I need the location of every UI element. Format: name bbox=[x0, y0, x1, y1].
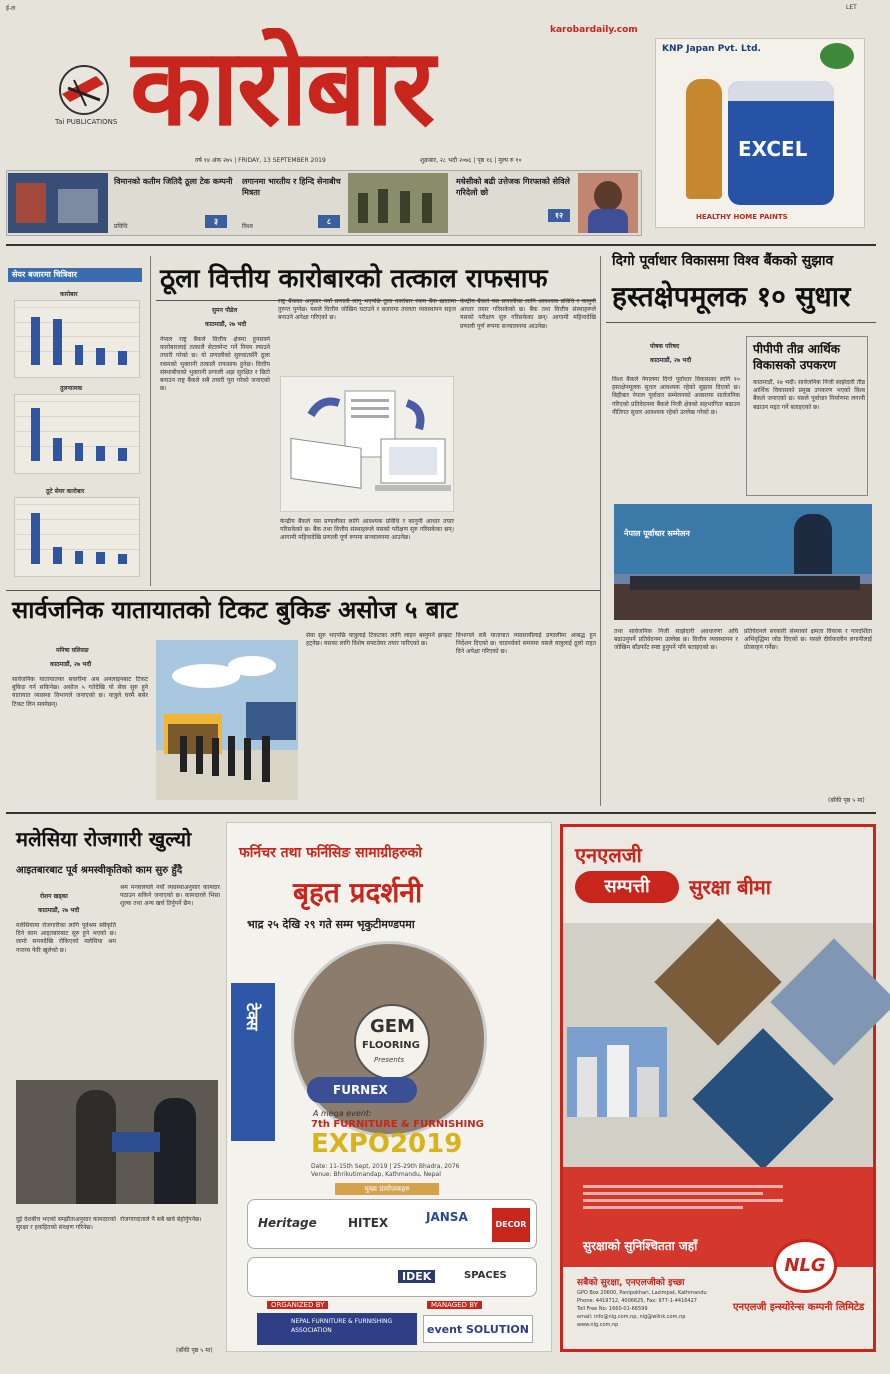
paint-bucket bbox=[728, 81, 834, 205]
lead-dateline: काठमाडौं, २७ भदौ bbox=[205, 321, 247, 328]
teaser-2-headline[interactable]: लगानमा भारतीय र हिन्दि सेनाबीच मित्रता bbox=[242, 177, 341, 197]
sponsor-decor: DECOR bbox=[492, 1208, 530, 1242]
collage-tile-warehouse bbox=[654, 918, 781, 1045]
insurance-ad[interactable] bbox=[560, 824, 876, 1352]
ad-tagline: HEALTHY HOME PAINTS bbox=[696, 213, 788, 221]
chart-bar bbox=[75, 345, 84, 365]
teaser-3-headline[interactable]: मधेसीको बढी उत्तेजक गिरफ्तको सेविले गरिदेलो छो bbox=[456, 177, 570, 197]
insurance-address: GPO Box 20600, Panipokhari, Lazimpat, Kathmandu bbox=[577, 1290, 707, 1296]
chart-bar bbox=[53, 438, 62, 461]
ppp-headline[interactable]: पीपीपी तीव्र आर्थिक विकासको उपकरण bbox=[753, 342, 841, 372]
right-lower-col-1: तथा सार्वजनिक निजी साझेदारी अवधारणा अघि बढाउनुपर्ने प्रतिवेदनमा उल्लेख छ। वित्तीय व्यवस्थापन र जोखिम बाँडफाँट स्पष्ट हुनुपर्ने पनि बताइएको छ। bbox=[614, 628, 738, 652]
teaser-1-headline[interactable]: विमानको कतीम जितिदै ठूला टेक कम्पनी bbox=[114, 177, 233, 186]
malaysia-dateline: काठमाडौं, २७ भदौ bbox=[38, 907, 80, 914]
chart-bar bbox=[96, 552, 105, 564]
insurance-brand: एनएलजी bbox=[575, 843, 642, 867]
sponsor-idek: IDEK bbox=[398, 1270, 435, 1283]
chart-3-title: ठूटे सेयर कारोबार bbox=[46, 488, 85, 495]
chart-bar bbox=[53, 319, 62, 365]
teaser-photo-3 bbox=[578, 173, 638, 233]
malaysia-col-1: मलेसियामा रोजगारीका लागि पूर्वश्रम स्वीकृति दिने काम आइतबारबाट सुरु हुने भएको छ। लामो समयदेखि रोकिएको मलेसिया श्रम गन्तव्य फेरि खुलेको छ। bbox=[16, 922, 116, 954]
chart-bar bbox=[96, 446, 105, 461]
website-link[interactable]: karobardaily.com bbox=[550, 25, 638, 35]
collage-tile-city bbox=[567, 1027, 667, 1117]
expo-title: बृहत प्रदर्शनी bbox=[293, 876, 423, 909]
rule bbox=[6, 590, 600, 591]
insurance-email[interactable]: email: info@nlg.com.np, nlg@wlink.com.np bbox=[577, 1314, 686, 1320]
masthead-title: कारोबार bbox=[130, 28, 434, 149]
presents-label: Presents bbox=[374, 1056, 405, 1064]
teaser-photo-2 bbox=[348, 173, 448, 233]
expo-date-en: Date: 11-15th Sept, 2019 | 25-29th Bhadra, 2076 bbox=[311, 1163, 460, 1170]
masthead-right-info: शुक्रबार, २८ भदौ २०७६ | पृष्ठ १६ | मूल्य रु १० bbox=[420, 157, 522, 164]
chart-gridline bbox=[15, 401, 139, 402]
right-headline[interactable]: हस्तक्षेपमूलक १० सुधार bbox=[612, 280, 851, 313]
date-line: वर्ष १४ अंक २७५ | FRIDAY, 13 SEPTEMBER 2019 bbox=[195, 157, 326, 164]
insurance-promise: सुरक्षाको सुनिश्चितता जहाँ bbox=[583, 1239, 698, 1253]
knp-paint-ad[interactable] bbox=[655, 38, 865, 228]
chart-bar bbox=[75, 443, 84, 461]
insurance-red-text bbox=[583, 1181, 783, 1231]
ad-company: KNP Japan Pvt. Ltd. bbox=[662, 44, 761, 54]
lead-col-2b: केन्द्रीय बैंकले यस प्रणालीका लागि आवश्यक प्रविधि र कानुनी आधार तयार गरिसकेको छ। बैंक तथा वित्तीय संस्थाहरूले यसको परीक्षण सुरु गरिसकेका छन्। आगामी महिनादेखि प्रणाली पूर्ण रूपमा सञ्चालनमा आउनेछ। bbox=[280, 518, 454, 542]
ticket-headline[interactable]: सार्वजनिक यातायातको टिकट बुकिङ असोज ५ बाट bbox=[12, 596, 458, 624]
ticket-dateline: काठमाडौं, २७ भदौ bbox=[50, 661, 92, 668]
teaser-photo-1 bbox=[8, 173, 108, 233]
right-lower-col-2: प्रतिवेदनले सरकारी संस्थाको क्षमता विकास र पारदर्शिता अभिवृद्धिमा जोड दिएको छ। यसले दीर्घकालीन लगानीलाई प्रोत्साहन गर्नेछ। bbox=[744, 628, 872, 652]
expo-dates: भाद्र २५ देखि २९ गते सम्म भृकुटीमण्डपमा bbox=[247, 918, 415, 931]
ad-badge-icon bbox=[820, 43, 854, 69]
expo-top-line: फर्निचर तथा फर्निसिङ सामाग्रीहरुको bbox=[239, 845, 422, 861]
insurance-phone: Phone: 4419712, 4006625, Fax: 977-1-4416427 bbox=[577, 1298, 697, 1304]
co-sponsor-row bbox=[247, 1257, 537, 1297]
chart-bar bbox=[53, 547, 62, 564]
expo-ad[interactable] bbox=[226, 822, 552, 1352]
malaysia-byline: रोशन खड्का bbox=[40, 893, 68, 900]
expo-side-banner bbox=[231, 983, 275, 1141]
market-chart-1 bbox=[14, 300, 140, 378]
section-divider bbox=[6, 244, 876, 246]
insurance-collage bbox=[563, 923, 873, 1193]
expo-event-name: 7th FURNITURE & FURNISHING bbox=[311, 1119, 484, 1130]
lead-col-2: राष्ट्र बैंकका अनुसार नयाँ प्रणाली लागू भएपछि ठूला कारोबार रकम बैंक खातामा तुरुन्त पुग्नेछ। यसले वित्तीय जोखिम घटाउने र बजारमा तरलता व्यवस्थापन सहज बनाउने अपेक्षा गरिएको छ। bbox=[278, 298, 456, 322]
teaser-3-page: १२ bbox=[548, 209, 570, 222]
section-divider bbox=[6, 812, 876, 814]
ticket-byline: मनिषा घलिसङ bbox=[56, 647, 89, 654]
publisher-logo-icon bbox=[56, 62, 112, 116]
insurance-tagline: सबैको सुरक्षा, एनएलजीको इच्छा bbox=[577, 1278, 685, 1288]
chart-2-title: तुलनात्मक bbox=[60, 385, 83, 392]
expo-collage bbox=[291, 941, 487, 1137]
teaser-1-section: प्रविधि bbox=[114, 223, 128, 230]
sponsor-heritage: Heritage bbox=[258, 1216, 317, 1230]
lead-col-3: केन्द्रीय बैंकले यस प्रणालीका लागि आवश्यक प्रविधि र कानुनी आधार तयार गरिसकेको छ। बैंक तथा वित्तीय संस्थाहरूले यसको परीक्षण सुरु गरिसकेका छन्। आगामी महिनादेखि प्रणाली पूर्ण रूपमा सञ्चालनमा आउनेछ। bbox=[460, 298, 596, 330]
flooring-label: FLOORING bbox=[362, 1040, 420, 1051]
teaser-1-page: ३ bbox=[205, 215, 227, 228]
chart-bar bbox=[75, 551, 84, 564]
expo-2019: EXPO2019 bbox=[311, 1129, 463, 1159]
furnex-badge bbox=[307, 1077, 417, 1103]
lead-byline: सुमन पौडेल bbox=[212, 307, 238, 314]
photo-caption: नेपाल पूर्वाधार सम्मेलन bbox=[624, 529, 690, 538]
right-body-1: विश्व बैंकले नेपालमा दिगो पूर्वाधार विकासका लागि १० हस्तक्षेपमूलक सुधार आवश्यक रहेको सुझाव दिएको छ। बिहीबार नेपाल पूर्वाधार सम्मेलनको अवसरमा सार्वजनिक गरिएको प्रतिवेदनमा बैंकले निजी क्षेत्रको सहभागिता बढाउन नीतिगत सुधार आवश्यक रहेको उल्लेख गरेको छ। bbox=[612, 376, 740, 416]
chart-bar bbox=[118, 554, 127, 564]
sponsor-hitex: HITEX bbox=[348, 1216, 389, 1230]
bus-queue-illustration bbox=[156, 640, 298, 800]
malaysia-photo bbox=[16, 1080, 218, 1204]
column-rule bbox=[150, 256, 151, 586]
collage-tile-roof bbox=[770, 938, 890, 1065]
ticket-col-3: विभागले सबै यातायात व्यवसायीलाई प्रणालीमा आबद्ध हुन निर्देशन दिएको छ। चाडपर्वको समयमा यसले यात्रुलाई ठूलो राहत दिने अपेक्षा गरिएको छ। bbox=[456, 632, 596, 656]
column-rule bbox=[600, 256, 601, 806]
right-dateline: काठमाडौं, २७ भदौ bbox=[650, 357, 692, 364]
managed-label: MANAGED BY bbox=[427, 1301, 482, 1309]
chart-bar bbox=[96, 348, 105, 365]
sponsor-row bbox=[247, 1199, 537, 1249]
malaysia-col-3: दुई देशबीच भएको सम्झौताअनुसार कामदारको सुरक्षा र हकहितको संरक्षण गरिनेछ। bbox=[16, 1216, 116, 1232]
chart-gridline bbox=[15, 504, 139, 505]
malaysia-headline[interactable]: मलेसिया रोजगारी खुल्यो bbox=[16, 827, 192, 851]
gem-logo: GEM bbox=[370, 1016, 415, 1037]
chart-bar bbox=[31, 513, 40, 564]
association-logo: NEPAL FURNITURE & FURNISHING ASSOCIATION bbox=[257, 1313, 417, 1345]
ad-model-figure bbox=[686, 79, 722, 199]
teaser-2-section: विश्व bbox=[242, 223, 253, 230]
sponsor-jansa: JANSA bbox=[426, 1210, 468, 1224]
conference-photo bbox=[614, 504, 872, 620]
ad-product: EXCEL bbox=[738, 137, 808, 161]
teaser-2-page: ८ bbox=[318, 215, 340, 228]
malaysia-col-2: श्रम मन्त्रालयले नयाँ व्यवस्थाअनुसार कामदार पठाउन सकिने जनाएको छ। कामदारले भिसा शुल्क तथा अन्य खर्च तिर्नुपर्ने छैन। bbox=[120, 884, 220, 908]
corner-mark-left: ई-ल bbox=[6, 5, 16, 12]
chart-bar bbox=[118, 351, 127, 366]
market-chart-3 bbox=[14, 497, 140, 577]
lead-col-1: नेपाल राष्ट्र बैंकले वित्तीय क्षेत्रमा हुनसक्ने कारोबारलाई तत्कालै सेटलमेन्ट गर्ने नियम ल्याउने तयारी गरेको छ। यो प्रणालीको सुरुवातसँगै ठूला रकमको भुक्तानी तत्कालै राफसाफ हुनेछ। वित्तीय संस्थाबीचको भुक्तानी प्रणाली अझ सुरक्षित र छिटो बनाउन राष्ट्र बैंकले सबै तयारी पूरा गरेको जनाएको छ। bbox=[160, 336, 270, 393]
chart-bar bbox=[31, 317, 40, 365]
ppp-box bbox=[746, 336, 868, 496]
right-kicker[interactable]: दिगो पूर्वाधार विकासमा विश्व बैंकको सुझाव bbox=[612, 253, 834, 269]
lead-headline[interactable]: ठूला वित्तीय कारोबारको तत्काल राफसाफ bbox=[160, 264, 548, 294]
expo-side-label: टेक्स bbox=[243, 1003, 262, 1031]
ppp-body: काठमाडौं, २७ भदौ। सार्वजनिक निजी साझेदारी तीव्र आर्थिक विकासको प्रमुख उपकरण भएको विश्व बैंकले जनाएको छ। यसले पूर्वाधार निर्माणमा लगानी बढाउन मद्दत गर्ने बताइएको छ। bbox=[753, 379, 865, 411]
partners-label: मुख्य प्रायोजकहरु bbox=[335, 1183, 439, 1195]
insurance-title: सुरक्षा बीमा bbox=[689, 875, 771, 899]
chart-bar bbox=[31, 408, 40, 461]
furnex-label: FURNEX bbox=[333, 1083, 388, 1097]
publisher-name: Tai PUBLICATIONS bbox=[55, 118, 118, 126]
chart-bar bbox=[118, 448, 127, 461]
chart-gridline bbox=[15, 307, 139, 308]
nlg-logo: NLG bbox=[773, 1239, 837, 1293]
event-solution-logo: event SOLUTION bbox=[423, 1315, 533, 1343]
ticket-col-2: सेवा सुरु भएपछि यात्रुलाई टिकटका लागि लाइन बस्नुपर्ने झन्झट हट्नेछ। यसका लागि विशेष सफ्टवेयर तयार पारिएको छ। bbox=[306, 632, 452, 648]
insurance-pill: सम्पत्ती bbox=[575, 871, 679, 903]
malaysia-col-4: रोजगारदाताले नै सबै खर्च बेहोर्नुपर्नेछ। bbox=[120, 1216, 202, 1223]
rule bbox=[606, 322, 876, 323]
mega-event-label: A mega event: bbox=[313, 1109, 372, 1118]
insurance-web[interactable]: www.nlg.com.np bbox=[577, 1322, 619, 1328]
right-byline: पोषक परिषद bbox=[650, 343, 680, 350]
expo-venue: Venue: Bhrikutimandap, Kathmandu, Nepal bbox=[311, 1171, 441, 1178]
lead-illustration bbox=[280, 376, 454, 512]
insurance-company: एनएलजी इन्स्योरेन्स कम्पनी लिमिटेड bbox=[733, 1302, 865, 1313]
right-continued[interactable]: (बाँकी पृष्ठ ५ मा) bbox=[828, 797, 865, 804]
ticket-col-1: सार्वजनिक यातायातका सवारीमा अब अनलाइनबाट टिकट बुकिङ गर्न सकिनेछ। असोज ५ गतेदेखि यो सेवा सुरु हुने यातायात व्यवस्था विभागले जनाएको छ। यात्रुले घरमै बसेर टिकट लिन सक्नेछन्। bbox=[12, 676, 148, 708]
sponsor-spaces: SPACES bbox=[464, 1270, 507, 1281]
collage-tile-factory bbox=[692, 1028, 833, 1169]
organized-label: ORGANIZED BY bbox=[267, 1301, 328, 1309]
market-header: सेयर बजारमा चित्रिवार bbox=[8, 268, 142, 282]
corner-mark-right: LET bbox=[846, 4, 857, 11]
malaysia-continued[interactable]: (बाँकी पृष्ठ ५ मा) bbox=[176, 1347, 213, 1354]
insurance-tollfree: Toll Free No: 1660-01-66599 bbox=[577, 1306, 648, 1312]
market-chart-2 bbox=[14, 394, 140, 474]
chart-1-title: कारोबार bbox=[60, 291, 78, 298]
masthead-title-wrap bbox=[130, 28, 630, 158]
malaysia-subhead: आइतबारबाट पूर्व श्रमस्वीकृतिको काम सुरु हुँदै bbox=[16, 865, 183, 876]
